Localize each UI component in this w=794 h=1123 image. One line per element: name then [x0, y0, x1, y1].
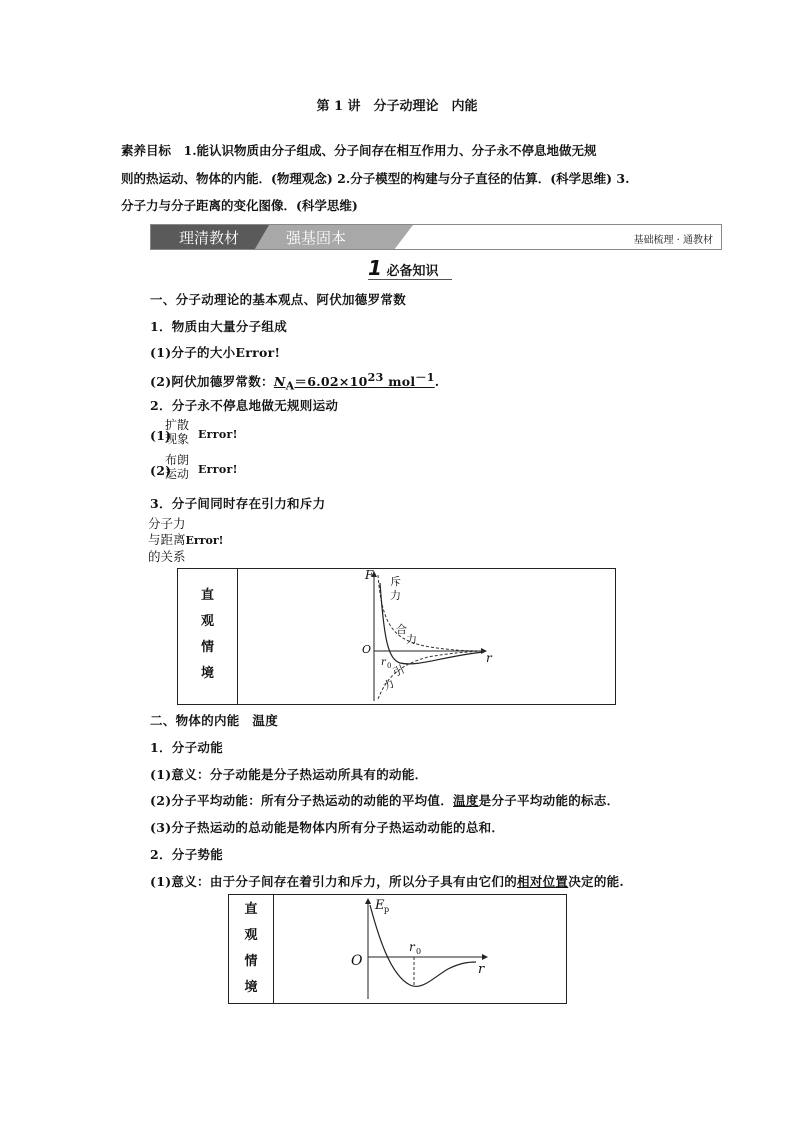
brownian-bottom: 运动 — [165, 467, 190, 481]
ep-r0-label: r — [409, 940, 415, 954]
table-label-char: 观 — [244, 928, 258, 943]
part2-item1-2 — [150, 791, 619, 809]
resultant-label-1: 合 — [396, 623, 407, 636]
ep-axis-subscript: p — [384, 905, 390, 914]
situation-table-force — [177, 568, 616, 705]
part1-item1-1: (1)分子的大小Error! — [150, 345, 281, 360]
part2-item2-1 — [150, 872, 624, 890]
ep-axis-label: E — [375, 898, 385, 913]
part1-item3-stack — [148, 516, 223, 565]
table-label — [229, 897, 273, 1001]
section-number: 1 — [368, 256, 382, 280]
part2-item2-1-a: (1)意义：由于分子间存在着引力和斥力，所以分子具有由它们的 — [150, 874, 518, 889]
banner-left-label: 理清教材 — [179, 229, 240, 247]
diffusion-top: 扩散 — [165, 418, 190, 432]
part2-item2-1-c: 决定的能. — [568, 874, 625, 889]
part2-item1-1: (1)意义：分子动能是分子热运动所具有的动能． — [150, 767, 428, 782]
resultant-label-2: 力 — [406, 633, 417, 646]
repulsion-label-2: 力 — [390, 589, 401, 602]
part2-item1: 1．分子动能 — [150, 740, 223, 755]
part2-item1-3: (3)分子热运动的总动能是物体内所有分子热运动动能的总和． — [150, 820, 505, 835]
part2-item2: 2．分子势能 — [150, 847, 223, 862]
avogadro-unit: mol — [383, 374, 416, 390]
force-label-l2-text: 与距离 — [148, 532, 186, 547]
part1-item1: 1．物质由大量分子组成 — [150, 319, 287, 334]
part2-item2-1-b: 相对位置 — [517, 874, 569, 889]
table-label-char: 直 — [200, 588, 214, 603]
table-divider — [273, 895, 274, 1003]
brownian-top: 布朗 — [165, 453, 190, 467]
table-label-char: 观 — [200, 614, 214, 629]
ep-r0-subscript: 0 — [416, 947, 422, 956]
potential-curve — [370, 905, 476, 986]
part2-item1-2-b: 温度 — [453, 793, 479, 808]
part1-item2-1-prefix: (1) — [150, 428, 172, 443]
force-axis-label: F — [365, 569, 374, 582]
table-label — [178, 583, 237, 687]
page-title: 第 1 讲 分子动理论 内能 — [316, 99, 478, 114]
repulsion-label-1: 斥 — [390, 575, 401, 588]
avogadro-end: . — [434, 374, 440, 390]
attraction-label-1: 引 — [390, 662, 407, 680]
avogadro-subscript: A — [285, 379, 295, 393]
part1-item1-2 — [150, 369, 439, 393]
part1-item2-1-error: Error! — [198, 428, 238, 441]
ep-distance-label: r — [478, 962, 485, 977]
avogadro-symbol: N — [273, 374, 286, 390]
table-label-char: 情 — [200, 640, 214, 655]
objectives-line-2: 则的热运动、物体的内能．(物理观念) 2.分子模型的构建与分子直径的估算．(科学思维) 3. — [121, 171, 630, 186]
attraction-label-2: 力 — [380, 676, 397, 694]
part2-item1-2-a: (2)分子平均动能：所有分子热运动的动能的平均值． — [150, 793, 454, 808]
part1-item2-1-stack — [165, 418, 189, 446]
avogadro-prefix: (2)阿伏加德罗常数： — [150, 374, 274, 390]
potential-energy-graph — [344, 895, 504, 1003]
r0-subscript: 0 — [387, 662, 392, 670]
diffusion-bottom: 现象 — [165, 432, 190, 446]
part1-item3: 3．分子间同时存在引力和斥力 — [150, 496, 326, 511]
table-divider — [237, 569, 238, 704]
part1-item2-2-prefix: (2) — [150, 463, 172, 478]
situation-table-potential — [228, 894, 567, 1004]
avogadro-unit-exponent: －1 — [415, 371, 435, 384]
table-label-char: 境 — [200, 666, 214, 681]
part2-heading: 二、物体的内能 温度 — [150, 713, 279, 728]
force-label-error: Error! — [185, 534, 224, 547]
part1-item2-2-stack — [165, 453, 189, 481]
r0-label: r — [381, 657, 386, 668]
part1-item2: 2．分子永不停息地做无规则运动 — [150, 398, 339, 413]
objectives-line-3: 分子力与分子距离的变化图像．(科学思维) — [121, 198, 358, 213]
part1-heading: 一、分子动理论的基本观点、阿伏加德罗常数 — [150, 292, 407, 307]
objectives-line-1: 素养目标 1.能认识物质由分子组成、分子间存在相互作用力、分子永不停息地做无规 — [121, 143, 597, 158]
part1-item2-2-error: Error! — [198, 463, 238, 476]
banner-right-label: 强基固本 — [286, 229, 347, 247]
table-label-char: 直 — [244, 902, 258, 917]
origin-label: O — [362, 643, 372, 656]
force-label-l2 — [148, 532, 223, 549]
section-heading-text: 必备知识 — [386, 264, 439, 279]
force-label-l1: 分子力 — [148, 516, 186, 531]
table-label-char: 情 — [244, 954, 258, 969]
part2-item1-2-c: 是分子平均动能的标志． — [478, 793, 620, 808]
section-heading-underline — [368, 279, 452, 280]
banner-tag: 基础梳理 · 通教材 — [633, 235, 713, 246]
avogadro-exponent: 23 — [367, 371, 384, 384]
section-heading — [368, 256, 438, 280]
avogadro-formula — [273, 371, 435, 393]
table-label-char: 境 — [244, 980, 258, 995]
force-distance-graph — [358, 569, 678, 706]
distance-axis-label: r — [486, 651, 492, 665]
section-banner — [150, 224, 722, 250]
ep-origin-label: O — [351, 953, 363, 969]
avogadro-value: ＝6.02×10 — [294, 374, 368, 390]
force-label-l3: 的关系 — [148, 549, 186, 564]
